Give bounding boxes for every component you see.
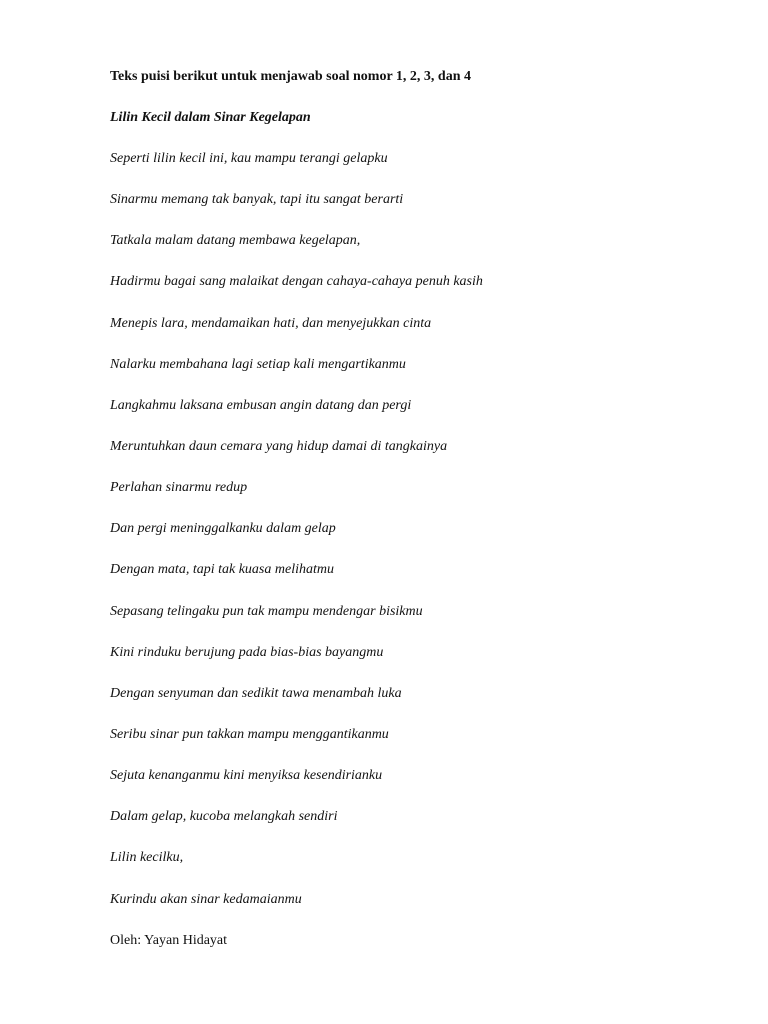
poem-author: Oleh: Yayan Hidayat	[110, 932, 228, 948]
poem-line: Hadirmu bagai sang malaikat dengan cahaya-cahaya penuh kasih	[110, 274, 483, 290]
poem-line: Dengan senyuman dan sedikit tawa menambah luka	[110, 685, 402, 701]
poem-line: Seribu sinar pun takkan mampu menggantikanmu	[110, 726, 389, 742]
poem-line: Sejuta kenanganmu kini menyiksa kesendirianku	[110, 768, 383, 784]
poem-line: Tatkala malam datang membawa kegelapan,	[110, 233, 361, 249]
poem-line: Kurindu akan sinar kedamaianmu	[110, 891, 302, 907]
poem-line: Perlahan sinarmu redup	[110, 480, 248, 496]
poem-line: Lilin kecilku,	[110, 850, 184, 866]
poem-lines	[110, 150, 710, 932]
poem-line: Sinarmu memang tak banyak, tapi itu sangat berarti	[110, 192, 404, 208]
poem-line: Menepis lara, mendamaikan hati, dan menyejukkan cinta	[110, 315, 432, 331]
poem-line: Nalarku membahana lagi setiap kali mengartikanmu	[110, 356, 406, 372]
poem-line: Langkahmu laksana embusan angin datang dan pergi	[110, 397, 412, 413]
poem-line: Dengan mata, tapi tak kuasa melihatmu	[110, 562, 334, 578]
poem-line: Sepasang telingaku pun tak mampu mendengar bisikmu	[110, 603, 423, 619]
poem-line: Kini rinduku berujung pada bias-bias bayangmu	[110, 644, 384, 660]
poem-line: Dan pergi meninggalkanku dalam gelap	[110, 521, 336, 537]
instruction-heading: Teks puisi berikut untuk menjawab soal nomor 1, 2, 3, dan 4	[110, 69, 471, 84]
document-page	[110, 68, 710, 950]
poem-line: Dalam gelap, kucoba melangkah sendiri	[110, 809, 338, 825]
poem-title: Lilin Kecil dalam Sinar Kegelapan	[110, 110, 311, 125]
poem-line: Meruntuhkan daun cemara yang hidup damai di tangkainya	[110, 438, 448, 454]
poem-line: Seperti lilin kecil ini, kau mampu terangi gelapku	[110, 151, 388, 166]
